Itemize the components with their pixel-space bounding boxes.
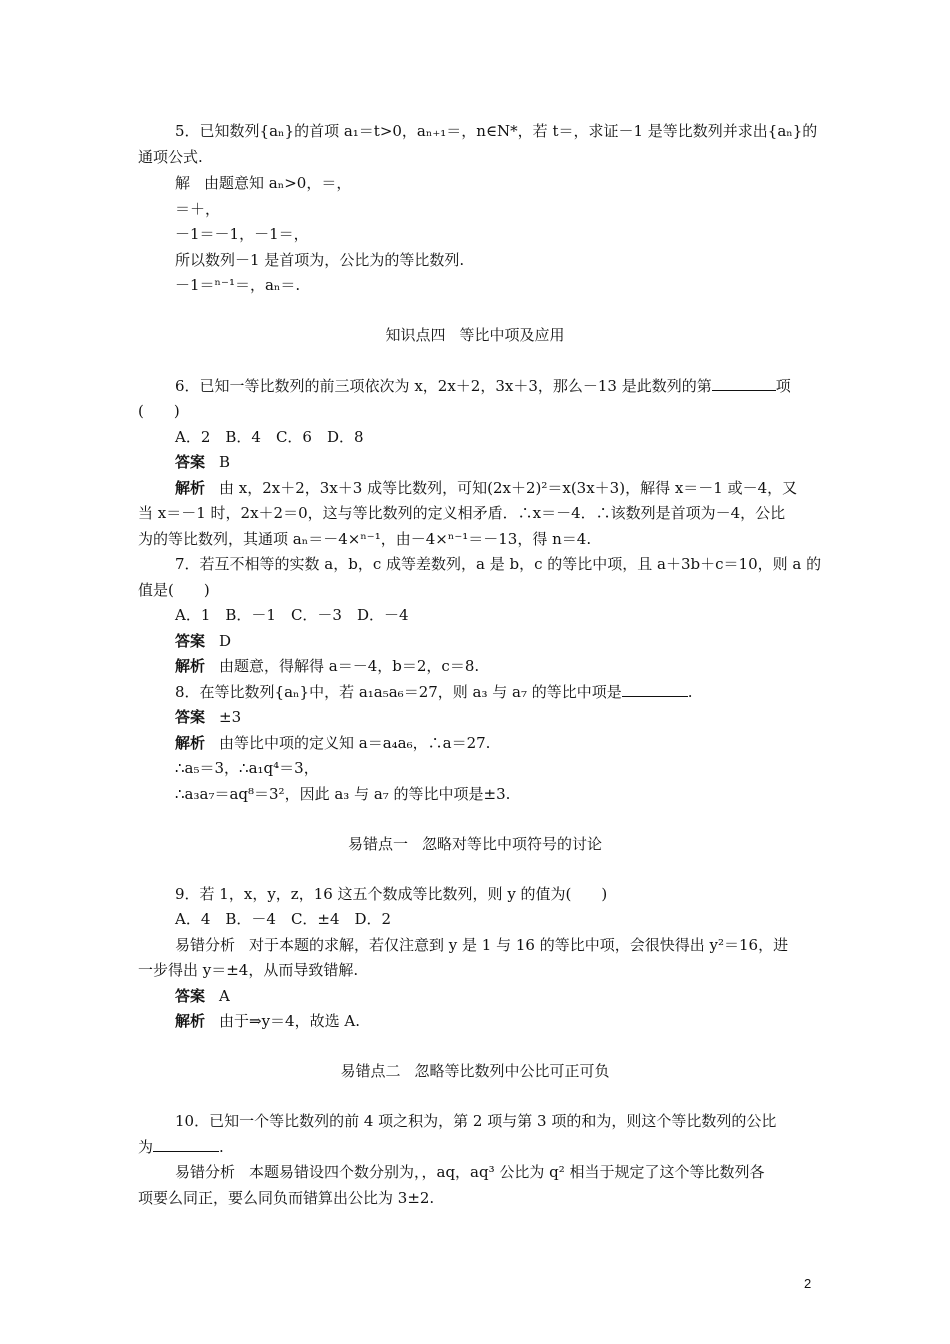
p8-answer-value: ±3 — [219, 708, 242, 726]
error-heading-2-title: 易错点二 — [340, 1062, 401, 1080]
p5-solution-line5: －1＝ⁿ⁻¹＝，aₙ＝. — [175, 276, 301, 294]
p9-error-analysis-line1 — [175, 935, 788, 955]
p8-answer — [175, 707, 241, 727]
p6-options: A．2 B．4 C．6 D．8 — [175, 428, 364, 446]
p6-question-tail: 项 — [775, 377, 791, 395]
p8-question-tail: . — [687, 683, 693, 701]
p6-question-line1 — [175, 376, 791, 396]
p10-question-text2: 为 — [138, 1138, 154, 1156]
p6-analysis-text1: 由 x，2x＋2，3x＋3 成等比数列，可知(2x＋2)²＝x(3x＋3)，解得 x＝－1 或－4，又 — [219, 479, 798, 497]
p5-solution-line3: －1＝－1，－1＝， — [175, 225, 309, 243]
p5-solution-line1 — [175, 173, 351, 193]
p8-answer-blank — [622, 682, 688, 697]
p8-analysis-line3: ∴a₃a₇＝aq⁸＝3²，因此 a₃ 与 a₇ 的等比中项是±3. — [175, 785, 511, 803]
p10-question-tail: . — [219, 1138, 224, 1156]
p8-answer-label: 答案 — [175, 708, 206, 726]
p7-question-line1: 7．若互不相等的实数 a，b，c 成等差数列，a 是 b，c 的等比中项，且 a＋3b＋c＝10，则 a 的 — [175, 555, 822, 573]
p6-answer-value: B — [219, 453, 231, 471]
p8-analysis-line2: ∴a₅＝3，∴a₁q⁴＝3， — [175, 759, 319, 777]
p6-analysis-label: 解析 — [175, 479, 206, 497]
p7-options: A．1 B．－1 C．－3 D．－4 — [175, 606, 409, 624]
section-heading-4-title: 知识点四 — [385, 326, 446, 344]
p9-answer-label: 答案 — [175, 987, 206, 1005]
p5-solution-label: 解 — [175, 174, 191, 192]
p8-analysis-line1 — [175, 733, 490, 753]
p8-analysis-label: 解析 — [175, 734, 206, 752]
p10-error-analysis-line2: 项要么同正，要么同负而错算出公比为 3±2. — [138, 1189, 435, 1207]
p6-answer-blank — [712, 376, 776, 391]
p6-analysis-line2: 当 x＝－1 时，2x＋2＝0，这与等比数列的定义相矛盾．∴x＝－4．∴该数列是首项为－4，公比 — [138, 504, 786, 522]
p5-question-line1: 5．已知数列{aₙ}的首项 a₁＝t>0，aₙ₊₁＝，n∈N*，若 t＝，求证－1 是等比数列并求出{aₙ}的 — [175, 122, 818, 140]
p10-question-line2 — [138, 1137, 224, 1157]
error-heading-2 — [0, 1061, 950, 1081]
p10-answer-blank — [153, 1137, 219, 1152]
p9-error-analysis-line2: 一步得出 y＝±4，从而导致错解. — [138, 961, 359, 979]
p9-error-analysis-label: 易错分析 — [175, 936, 236, 954]
p6-question-text: 6．已知一等比数列的前三项依次为 x，2x＋2，3x＋3，那么－13 是此数列的第 — [175, 377, 712, 395]
p10-error-analysis-label: 易错分析 — [175, 1163, 236, 1181]
error-heading-2-sub: 忽略等比数列中公比可正可负 — [414, 1062, 610, 1080]
p7-analysis-label: 解析 — [175, 657, 206, 675]
p8-question-line1 — [175, 682, 693, 702]
p7-question-line2: 值是( ) — [138, 581, 210, 599]
p7-answer-value: D — [219, 632, 232, 650]
p10-question-line1: 10．已知一个等比数列的前 4 项之积为，第 2 项与第 3 项的和为，则这个等比数列的公比 — [175, 1112, 777, 1130]
p6-question-line2: ( ) — [138, 402, 180, 420]
p5-solution-line2: ＝＋， — [175, 200, 221, 218]
p9-answer — [175, 986, 230, 1006]
p7-analysis-text: 由题意，得解得 a＝－4，b＝2，c＝8. — [219, 657, 480, 675]
p5-solution-text1: 由题意知 aₙ>0，＝， — [204, 174, 352, 192]
page-number: 2 — [804, 1276, 812, 1291]
error-heading-1 — [0, 834, 950, 854]
p9-analysis-text: 由于⇒y＝4，故选 A. — [219, 1012, 360, 1030]
p6-answer-label: 答案 — [175, 453, 206, 471]
p9-error-analysis-text1: 对于本题的求解，若仅注意到 y 是 1 与 16 的等比中项，会很快得出 y²＝16，进 — [249, 936, 789, 954]
error-heading-1-sub: 忽略对等比中项符号的讨论 — [422, 835, 603, 853]
p7-answer — [175, 631, 231, 651]
p9-question: 9．若 1，x，y，z，16 这五个数成等比数列，则 y 的值为( ) — [175, 885, 608, 903]
p10-error-analysis-line1 — [175, 1162, 765, 1182]
p7-analysis — [175, 656, 479, 676]
section-heading-4 — [0, 325, 950, 345]
error-heading-1-title: 易错点一 — [347, 835, 408, 853]
p7-answer-label: 答案 — [175, 632, 206, 650]
p9-analysis — [175, 1011, 360, 1031]
p9-answer-value: A — [219, 987, 230, 1005]
p8-question-text: 8．在等比数列{aₙ}中，若 a₁a₅a₆＝27，则 a₃ 与 a₇ 的等比中项是 — [175, 683, 622, 701]
p9-analysis-label: 解析 — [175, 1012, 206, 1030]
p8-analysis-text1: 由等比中项的定义知 a＝a₄a₆，∴a＝27. — [219, 734, 491, 752]
p9-options: A．4 B．－4 C．±4 D．2 — [175, 910, 392, 928]
p5-solution-line4: 所以数列－1 是首项为，公比为的等比数列. — [175, 251, 465, 269]
p6-answer — [175, 452, 230, 472]
section-heading-4-sub: 等比中项及应用 — [459, 326, 565, 344]
p5-question-line2: 通项公式. — [138, 148, 203, 166]
p10-error-analysis-text1: 本题易错设四个数分别为，，aq，aq³ 公比为 q² 相当于规定了这个等比数列各 — [249, 1163, 765, 1181]
p6-analysis-line3: 为的等比数列，其通项 aₙ＝－4×ⁿ⁻¹，由－4×ⁿ⁻¹＝－13，得 n＝4. — [138, 530, 592, 548]
p6-analysis-line1 — [175, 478, 797, 498]
